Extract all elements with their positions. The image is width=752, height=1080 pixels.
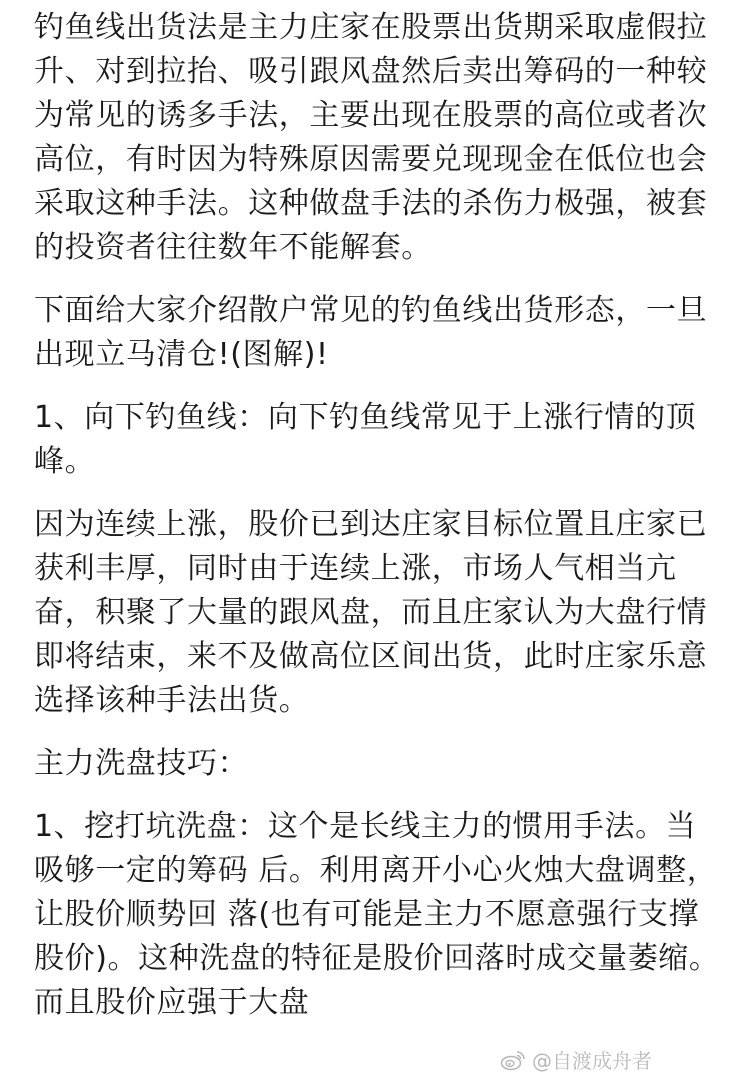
paragraph-reason: 因为连续上涨，股价已到达庄家目标位置且庄家已获利丰厚，同时由于连续上涨，市场人气相当亢奋，积聚了大量的跟风盘，而且庄家认为大盘行情即将结束，来不及做高位区间出货，此时庄家乐意选择该种手法出货。 bbox=[34, 507, 708, 718]
paragraph-pit-washing: 1、挖打坑洗盘：这个是长线主力的惯用手法。当吸够一定的筹码 后。利用离开小心火烛大盘调整，让股价顺势回 落(也有可能是主力不愿意强行支撑股价)。这种洗盘的特征是股价回落时成交量萎缩。而且股价应强于大盘 bbox=[34, 809, 720, 1020]
watermark bbox=[500, 1045, 652, 1074]
paragraph-fishing-line-forms: 下面给大家介绍散户常见的钓鱼线出货形态，一旦出现立马清仓!(图解)! bbox=[34, 293, 708, 372]
paragraph-intro: 钓鱼线出货法是主力庄家在股票出货期采取虚假拉升、对到拉抬、吸引跟风盘然后卖出筹码的一种较为常见的诱多手法，主要出现在股票的高位或者次高位，有时因为特殊原因需要兑现现金在低位也会采取这种手法。这种做盘手法的杀伤力极强，被套的投资者往往数年不能解套。 bbox=[34, 10, 708, 265]
paragraph-washing-heading: 主力洗盘技巧： bbox=[34, 746, 249, 781]
weibo-icon bbox=[500, 1049, 526, 1071]
paragraph-downward-fishing-line: 1、向下钓鱼线：向下钓鱼线常见于上涨行情的顶峰。 bbox=[34, 400, 697, 479]
watermark-text: @自渡成舟者 bbox=[532, 1049, 652, 1073]
